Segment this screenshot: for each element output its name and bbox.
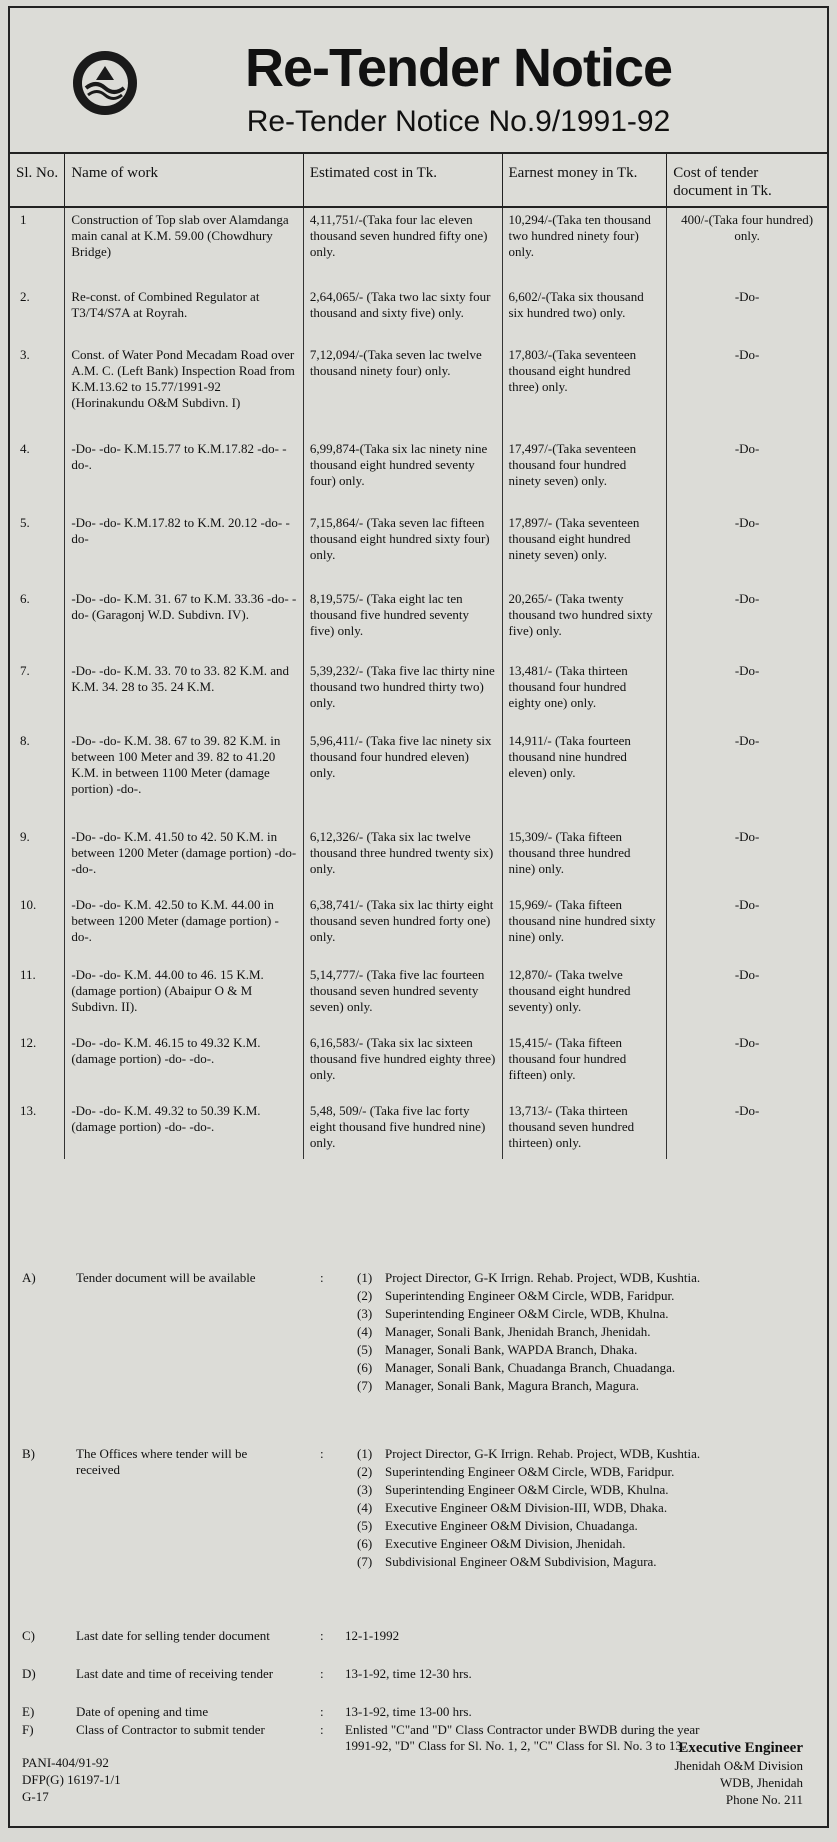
- office-item: [345, 1518, 815, 1534]
- detail-colon: :: [320, 1628, 324, 1643]
- detail-label: C): [22, 1628, 35, 1643]
- tender-document-cost-cell: -Do-: [667, 893, 827, 963]
- detail-c-selling-date: [10, 1628, 827, 1666]
- tender-document-cost-cell: -Do-: [667, 587, 827, 659]
- office-item-number: (7): [357, 1554, 373, 1569]
- office-item-text: Executive Engineer O&M Division-III, WDB, Dhaka.: [385, 1500, 668, 1515]
- office-item-number: (5): [357, 1342, 373, 1357]
- detail-d-receiving-date: [10, 1666, 827, 1704]
- office-item-number: (1): [357, 1446, 373, 1461]
- earnest-money-cell: 6,602/-(Taka six thousand six hundred two) only.: [502, 285, 667, 343]
- detail-label: B): [22, 1446, 35, 1461]
- column-header-sl: Sl. No.: [10, 153, 65, 207]
- office-item-number: (3): [357, 1306, 373, 1321]
- estimated-cost-cell: 8,19,575/- (Taka eight lac ten thousand five hundred seventy five) only.: [303, 587, 502, 659]
- office-item-number: (3): [357, 1482, 373, 1497]
- sl-number-cell: 10.: [20, 897, 37, 912]
- estimated-cost-cell: 7,12,094/-(Taka seven lac twelve thousand ninety four) only.: [303, 343, 502, 437]
- office-item-number: (6): [357, 1360, 373, 1375]
- office-item-number: (2): [357, 1464, 373, 1479]
- sl-number-cell: 2.: [20, 289, 30, 304]
- tender-document-cost-cell: -Do-: [667, 659, 827, 729]
- detail-value: 13-1-92, time 13-00 hrs.: [345, 1704, 472, 1719]
- office-item: [345, 1464, 815, 1480]
- tender-notice-page: [8, 6, 829, 1828]
- sl-number-cell: 13.: [20, 1103, 37, 1118]
- work-name-cell: Const. of Water Pond Mecadam Road over A.M. C. (Left Bank) Inspection Road from K.M.13.62 to 15.77/1991-92 (Horinakundu O&M Subdivn. I): [65, 343, 303, 437]
- work-name-cell: -Do- -do- K.M. 41.50 to 42. 50 K.M. in between 1200 Meter (damage portion) -do- -do-.: [65, 825, 303, 893]
- detail-text: Last date for selling tender document: [76, 1628, 270, 1643]
- office-item-text: Superintending Engineer O&M Circle, WDB, Faridpur.: [385, 1288, 675, 1303]
- office-item: [345, 1536, 815, 1552]
- office-item: [345, 1378, 815, 1394]
- office-item: [345, 1482, 815, 1498]
- office-item: [345, 1270, 815, 1286]
- notice-title: Re-Tender Notice: [244, 38, 673, 98]
- work-name-cell: -Do- -do- K.M. 33. 70 to 33. 82 K.M. and K.M. 34. 28 to 35. 24 K.M.: [65, 659, 303, 729]
- notice-header: [10, 8, 827, 152]
- table-row: [10, 343, 827, 437]
- earnest-money-cell: 20,265/- (Taka twenty thousand two hundred sixty five) only.: [502, 587, 667, 659]
- detail-text: The Offices where tender will be received: [76, 1446, 248, 1477]
- detail-colon: :: [320, 1722, 324, 1737]
- table-row: [10, 729, 827, 825]
- estimated-cost-cell: 6,16,583/- (Taka six lac sixteen thousand five hundred eighty three) only.: [303, 1031, 502, 1099]
- office-item-text: Manager, Sonali Bank, WAPDA Branch, Dhaka.: [385, 1342, 638, 1357]
- sl-number-cell: 11.: [20, 967, 36, 982]
- office-item-text: Subdivisional Engineer O&M Subdivision, Magura.: [385, 1554, 657, 1569]
- office-item-number: (7): [357, 1378, 373, 1393]
- detail-label: E): [22, 1704, 35, 1719]
- work-name-cell: Construction of Top slab over Alamdanga main canal at K.M. 59.00 (Chowdhury Bridge): [65, 207, 303, 285]
- estimated-cost-cell: 5,14,777/- (Taka five lac fourteen thousand seven hundred seventy seven) only.: [303, 963, 502, 1031]
- detail-e-opening-date: [10, 1704, 827, 1722]
- column-header-earnest-money: Earnest money in Tk.: [502, 153, 667, 207]
- sl-number-cell: 12.: [20, 1035, 37, 1050]
- table-header-row: [10, 153, 827, 207]
- tender-document-cost-cell: -Do-: [667, 1031, 827, 1099]
- office-item-text: Executive Engineer O&M Division, Chuadanga.: [385, 1518, 638, 1533]
- sl-number-cell: 5.: [20, 515, 30, 530]
- reference-codes: [22, 1754, 121, 1805]
- notice-number: Re-Tender Notice No.9/1991-92: [246, 105, 671, 138]
- office-item-text: Project Director, G-K Irrign. Rehab. Project, WDB, Kushtia.: [385, 1270, 701, 1285]
- earnest-money-cell: 17,497/-(Taka seventeen thousand four hundred ninety seven) only.: [502, 437, 667, 511]
- column-header-name-of-work: Name of work: [65, 153, 303, 207]
- column-header-estimated-cost: Estimated cost in Tk.: [303, 153, 502, 207]
- sl-number-cell: 4.: [20, 441, 30, 456]
- detail-label: A): [22, 1270, 36, 1285]
- receiving-office-list: [345, 1446, 815, 1572]
- estimated-cost-cell: 5,96,411/- (Taka five lac ninety six thousand four hundred eleven) only.: [303, 729, 502, 825]
- office-item-number: (4): [357, 1324, 373, 1339]
- work-name-cell: -Do- -do- K.M.17.82 to K.M. 20.12 -do- -do-: [65, 511, 303, 587]
- sl-number-cell: 7.: [20, 663, 30, 678]
- works-table: [10, 152, 827, 1159]
- sl-number-cell: 3.: [20, 347, 30, 362]
- signatory-line: Jhenidah O&M Division: [674, 1758, 803, 1773]
- table-row: [10, 285, 827, 343]
- earnest-money-cell: 17,897/- (Taka seventeen thousand eight hundred ninety seven) only.: [502, 511, 667, 587]
- office-item: [345, 1446, 815, 1462]
- detail-text: Last date and time of receiving tender: [76, 1666, 274, 1681]
- detail-label: F): [22, 1722, 34, 1737]
- sl-number-cell: 8.: [20, 733, 30, 748]
- office-item-number: (4): [357, 1500, 373, 1515]
- office-item-number: (6): [357, 1536, 373, 1551]
- table-row: [10, 437, 827, 511]
- earnest-money-cell: 17,803/-(Taka seventeen thousand eight hundred three) only.: [502, 343, 667, 437]
- earnest-money-cell: 12,870/- (Taka twelve thousand eight hundred seventy) only.: [502, 963, 667, 1031]
- sl-number-cell: 6.: [20, 591, 30, 606]
- estimated-cost-cell: 7,15,864/- (Taka seven lac fifteen thousand eight hundred sixty four) only.: [303, 511, 502, 587]
- office-item-number: (1): [357, 1270, 373, 1285]
- earnest-money-cell: 15,309/- (Taka fifteen thousand three hundred nine) only.: [502, 825, 667, 893]
- estimated-cost-cell: 6,12,326/- (Taka six lac twelve thousand three hundred twenty six) only.: [303, 825, 502, 893]
- office-item: [345, 1500, 815, 1516]
- signatory-block: [583, 1740, 803, 1808]
- detail-colon: :: [320, 1704, 324, 1719]
- tender-document-cost-cell: -Do-: [667, 285, 827, 343]
- work-name-cell: -Do- -do- K.M. 44.00 to 46. 15 K.M. (damage portion) (Abaipur O & M Subdivn. II).: [65, 963, 303, 1031]
- signatory-line: Phone No. 211: [725, 1792, 803, 1807]
- detail-text: Date of opening and time: [76, 1704, 209, 1719]
- office-item: [345, 1342, 815, 1358]
- office-item-text: Superintending Engineer O&M Circle, WDB, Khulna.: [385, 1306, 669, 1321]
- detail-colon: :: [320, 1666, 324, 1681]
- table-row: [10, 893, 827, 963]
- detail-value: 12-1-1992: [345, 1628, 400, 1643]
- detail-a-availability: [10, 1270, 827, 1446]
- detail-text: Tender document will be available: [76, 1270, 256, 1285]
- table-row: [10, 825, 827, 893]
- detail-value: 13-1-92, time 12-30 hrs.: [345, 1666, 472, 1681]
- tender-document-cost-cell: -Do-: [667, 825, 827, 893]
- detail-label: D): [22, 1666, 36, 1681]
- table-row: [10, 1099, 827, 1159]
- reference-code: G-17: [22, 1789, 49, 1804]
- sl-number-cell: 1: [20, 212, 27, 227]
- availability-office-list: [345, 1270, 815, 1396]
- work-name-cell: -Do- -do- K.M. 31. 67 to K.M. 33.36 -do- -do- (Garagonj W.D. Subdivn. IV).: [65, 587, 303, 659]
- estimated-cost-cell: 4,11,751/-(Taka four lac eleven thousand seven hundred fifty one) only.: [303, 207, 502, 285]
- table-row: [10, 963, 827, 1031]
- tender-document-cost-cell: -Do-: [667, 437, 827, 511]
- office-item-text: Executive Engineer O&M Division, Jhenidah.: [385, 1536, 626, 1551]
- table-row: [10, 1031, 827, 1099]
- office-item-text: Superintending Engineer O&M Circle, WDB, Khulna.: [385, 1482, 669, 1497]
- reference-code: PANI-404/91-92: [22, 1755, 109, 1770]
- tender-document-cost-cell: -Do-: [667, 729, 827, 825]
- tender-document-cost-cell: 400/-(Taka four hundred) only.: [667, 207, 827, 285]
- tender-document-cost-cell: -Do-: [667, 963, 827, 1031]
- estimated-cost-cell: 5,48, 509/- (Taka five lac forty eight thousand five hundred nine) only.: [303, 1099, 502, 1159]
- office-item-text: Manager, Sonali Bank, Chuadanga Branch, Chuadanga.: [385, 1360, 676, 1375]
- column-header-tender-document-cost: Cost of tender document in Tk.: [667, 153, 827, 207]
- office-item: [345, 1306, 815, 1322]
- office-item-text: Superintending Engineer O&M Circle, WDB, Faridpur.: [385, 1464, 675, 1479]
- earnest-money-cell: 15,969/- (Taka fifteen thousand nine hundred sixty nine) only.: [502, 893, 667, 963]
- office-item-number: (2): [357, 1288, 373, 1303]
- earnest-money-cell: 13,481/- (Taka thirteen thousand four hundred eighty one) only.: [502, 659, 667, 729]
- detail-colon: :: [320, 1446, 324, 1461]
- tender-document-cost-cell: -Do-: [667, 1099, 827, 1159]
- work-name-cell: -Do- -do- K.M.15.77 to K.M.17.82 -do- -do-.: [65, 437, 303, 511]
- earnest-money-cell: 15,415/- (Taka fifteen thousand four hundred fifteen) only.: [502, 1031, 667, 1099]
- tender-details: [10, 1270, 827, 1778]
- works-table-body: [10, 207, 827, 1159]
- detail-colon: :: [320, 1270, 324, 1285]
- signatory-title: Executive Engineer: [678, 1740, 803, 1756]
- estimated-cost-cell: 6,38,741/- (Taka six lac thirty eight thousand seven hundred forty one) only.: [303, 893, 502, 963]
- table-row: [10, 207, 827, 285]
- office-item: [345, 1554, 815, 1570]
- office-item-text: Manager, Sonali Bank, Magura Branch, Magura.: [385, 1378, 639, 1393]
- work-name-cell: -Do- -do- K.M. 42.50 to K.M. 44.00 in between 1200 Meter (damage portion) -do-.: [65, 893, 303, 963]
- earnest-money-cell: 14,911/- (Taka fourteen thousand nine hundred eleven) only.: [502, 729, 667, 825]
- office-item: [345, 1288, 815, 1304]
- work-name-cell: -Do- -do- K.M. 46.15 to 49.32 K.M. (damage portion) -do- -do-.: [65, 1031, 303, 1099]
- tender-document-cost-cell: -Do-: [667, 343, 827, 437]
- detail-b-receiving-offices: [10, 1446, 827, 1628]
- work-name-cell: Re-const. of Combined Regulator at T3/T4/S7A at Royrah.: [65, 285, 303, 343]
- earnest-money-cell: 10,294/-(Taka ten thousand two hundred ninety four) only.: [502, 207, 667, 285]
- detail-value: Enlisted "C"and "D" Class Contractor under BWDB during the year 1991-92, "D" Class for Sl. No. 1, 2, "C" Class for Sl. No. 3 to 13.: [345, 1722, 700, 1753]
- office-item-text: Project Director, G-K Irrign. Rehab. Project, WDB, Kushtia.: [385, 1446, 701, 1461]
- detail-text: Class of Contractor to submit tender: [76, 1722, 265, 1737]
- earnest-money-cell: 13,713/- (Taka thirteen thousand seven hundred thirteen) only.: [502, 1099, 667, 1159]
- estimated-cost-cell: 5,39,232/- (Taka five lac thirty nine thousand two hundred thirty two) only.: [303, 659, 502, 729]
- table-row: [10, 511, 827, 587]
- office-item-text: Manager, Sonali Bank, Jhenidah Branch, Jhenidah.: [385, 1324, 651, 1339]
- office-item-number: (5): [357, 1518, 373, 1533]
- table-row: [10, 659, 827, 729]
- estimated-cost-cell: 6,99,874-(Taka six lac ninety nine thousand eight hundred seventy four) only.: [303, 437, 502, 511]
- sl-number-cell: 9.: [20, 829, 30, 844]
- office-item: [345, 1360, 815, 1376]
- signatory-line: WDB, Jhenidah: [719, 1775, 803, 1790]
- work-name-cell: -Do- -do- K.M. 38. 67 to 39. 82 K.M. in between 100 Meter and 39. 82 to 41.20 K.M. in between 1100 Meter (damage portion) -do-.: [65, 729, 303, 825]
- work-name-cell: -Do- -do- K.M. 49.32 to 50.39 K.M. (damage portion) -do- -do-.: [65, 1099, 303, 1159]
- reference-code: DFP(G) 16197-1/1: [22, 1772, 121, 1787]
- estimated-cost-cell: 2,64,065/- (Taka two lac sixty four thousand and sixty five) only.: [303, 285, 502, 343]
- table-row: [10, 587, 827, 659]
- office-item: [345, 1324, 815, 1340]
- tender-document-cost-cell: -Do-: [667, 511, 827, 587]
